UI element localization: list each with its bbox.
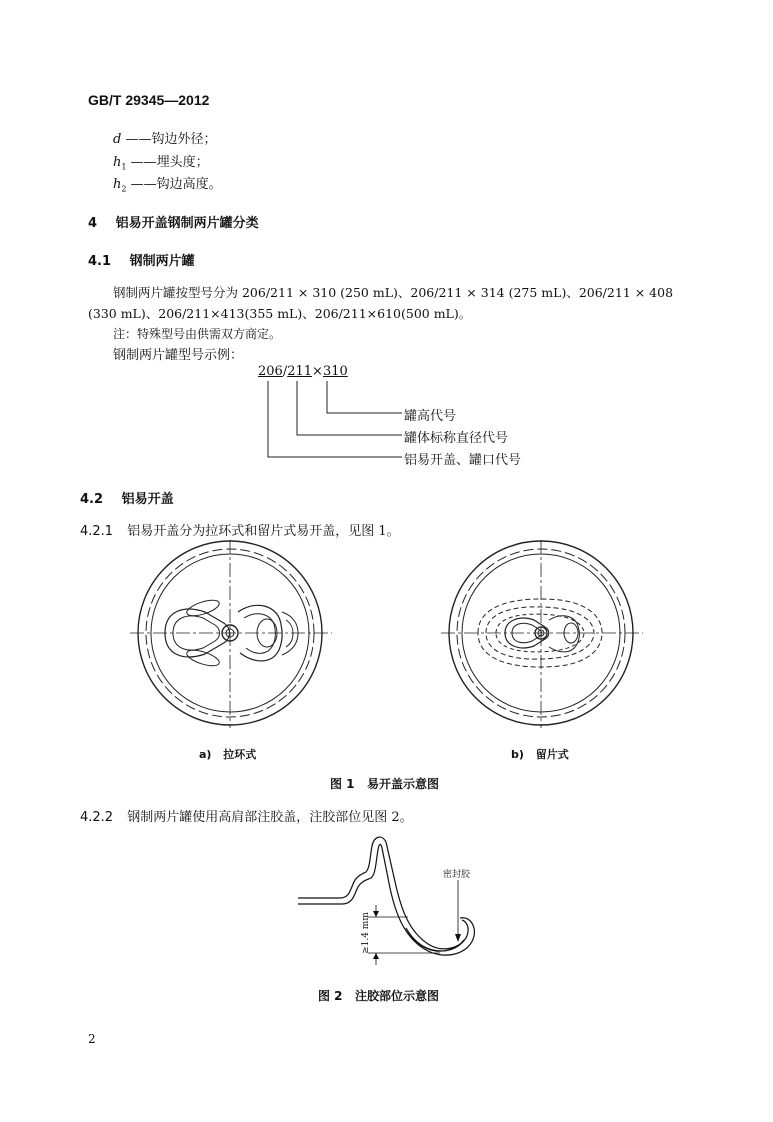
model-example-intro: 钢制两片罐型号示例： bbox=[113, 348, 244, 363]
dimension-label: ≥1.4 mm bbox=[361, 912, 371, 954]
model-code-part2: 211 bbox=[287, 364, 313, 379]
label-body-diameter-code: 罐体标称直径代号 bbox=[404, 431, 509, 446]
section-4-1-note: 注：特殊型号由供需双方商定。 bbox=[113, 327, 282, 341]
figure-1-caption: 图 1 易开盖示意图 bbox=[330, 777, 440, 791]
model-code-part1: 206 bbox=[258, 364, 283, 379]
section-4-2-1-text: 铝易开盖分为拉环式和留片式易开盖，见图 1。 bbox=[127, 524, 400, 539]
standard-code: GB/T 29345—2012 bbox=[88, 92, 210, 108]
section-4-1-para-line1: 钢制两片罐按型号分为 206/211 × 310 (250 mL)、206/211 × 314 (275 mL)、206/211 × 408 bbox=[113, 285, 674, 300]
model-code-times: × bbox=[312, 364, 323, 379]
figure-1a-tag: a) bbox=[199, 748, 212, 761]
symbol-h2-sub: 2 bbox=[121, 184, 127, 194]
sealant-label: 密封胶 bbox=[443, 870, 471, 880]
section-4-2-title: 铝易开盖 bbox=[121, 492, 174, 507]
page-number: 2 bbox=[88, 1032, 96, 1046]
section-4-title: 铝易开盖钢制两片罐分类 bbox=[115, 216, 259, 231]
section-4-1-para-line2: (330 mL)、206/211×413(355 mL)、206/211×610(500 mL)。 bbox=[88, 306, 472, 321]
section-4-2-2-number: 4.2.2 bbox=[80, 810, 114, 825]
model-code-slash: / bbox=[282, 364, 288, 379]
model-code-part3: 310 bbox=[322, 364, 348, 379]
section-4-2-number: 4.2 bbox=[80, 492, 104, 507]
symbol-h1: h bbox=[113, 155, 122, 170]
label-can-height-code: 罐高代号 bbox=[404, 409, 457, 424]
symbol-h2: h bbox=[113, 177, 122, 192]
symbol-d: d bbox=[113, 132, 122, 147]
symbol-h2-desc: ——钩边高度。 bbox=[130, 177, 222, 192]
section-4-2-2-text: 钢制两片罐使用高肩部注胶盖，注胶部位见图 2。 bbox=[127, 810, 413, 825]
figure-1b-text: 留片式 bbox=[535, 748, 569, 761]
symbol-h1-sub: 1 bbox=[121, 162, 127, 172]
figure-1b-tag: b) bbox=[511, 748, 524, 761]
symbol-d-desc: ——钩边外径； bbox=[125, 132, 217, 147]
symbol-h1-desc: ——埋头度； bbox=[130, 155, 209, 170]
section-4-number: 4 bbox=[88, 216, 98, 231]
figure-2-caption: 图 2 注胶部位示意图 bbox=[318, 989, 440, 1003]
section-4-1-number: 4.1 bbox=[88, 254, 112, 269]
figure-1a-text: 拉环式 bbox=[223, 748, 257, 761]
section-4-1-title: 钢制两片罐 bbox=[129, 254, 195, 269]
label-lid-mouth-code: 铝易开盖、罐口代号 bbox=[404, 453, 522, 468]
section-4-2-1-number: 4.2.1 bbox=[80, 524, 114, 539]
